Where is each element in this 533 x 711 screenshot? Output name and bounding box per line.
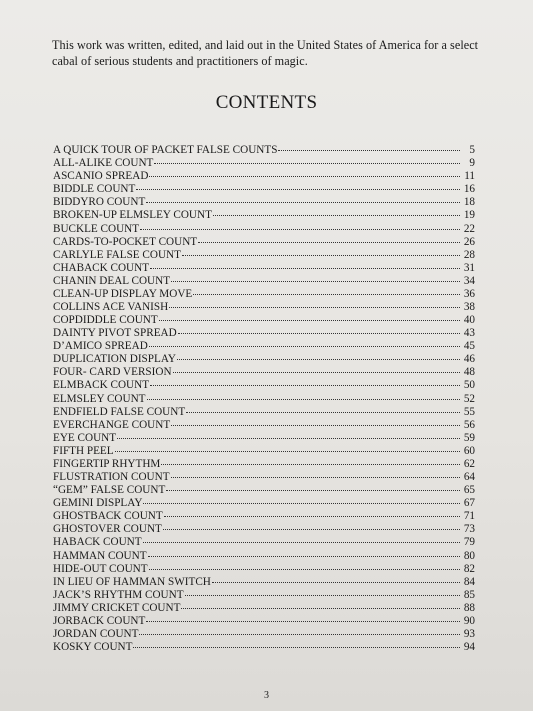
toc-entry-page: 52 <box>463 392 475 405</box>
toc-dot-leader <box>148 545 460 558</box>
toc-entry-title: GHOSTOVER COUNT <box>53 523 162 536</box>
toc-dot-leader <box>140 218 460 231</box>
toc-dot-leader <box>115 441 460 454</box>
toc-dot-leader <box>178 323 460 336</box>
toc-entry-title: ELMSLEY COUNT <box>53 392 146 405</box>
toc-entry-title: FLUSTRATION COUNT <box>53 471 170 484</box>
toc-entry-page: 16 <box>463 183 475 196</box>
toc-entry-page: 84 <box>463 575 475 588</box>
toc-entry-page: 79 <box>463 536 475 549</box>
toc-dot-leader <box>198 232 460 245</box>
toc-dot-leader <box>150 258 460 271</box>
toc-entry-page: 59 <box>463 431 475 444</box>
toc-dot-leader <box>149 559 460 572</box>
toc-entry-title: JIMMY CRICKET COUNT <box>53 601 181 614</box>
toc-entry-title: JORDAN COUNT <box>53 627 139 640</box>
toc-dot-leader <box>164 506 460 519</box>
toc-dot-leader <box>173 362 460 375</box>
toc-dot-leader <box>146 611 460 624</box>
toc-dot-leader <box>143 493 460 506</box>
toc-entry-title: BIDDYRO COUNT <box>53 196 146 209</box>
toc-entry <box>53 428 475 444</box>
toc-entry <box>53 454 475 470</box>
toc-entry-page: 18 <box>463 196 475 209</box>
toc-entry-page: 73 <box>463 523 475 536</box>
contents-heading: CONTENTS <box>215 92 318 113</box>
toc-entry-title: CHANIN DEAL COUNT <box>53 274 171 287</box>
toc-dot-leader <box>133 637 460 650</box>
toc-entry-page: 50 <box>463 379 475 392</box>
toc-dot-leader <box>171 415 460 428</box>
toc-dot-leader <box>181 598 460 611</box>
toc-dot-leader <box>143 532 460 545</box>
toc-entry-title: FIFTH PEEL <box>53 444 114 457</box>
toc-entry-page: 67 <box>463 497 475 510</box>
toc-entry-page: 94 <box>463 641 475 654</box>
toc-entry-title: GEMINI DISPLAY <box>53 497 143 510</box>
toc-entry-page: 90 <box>463 614 475 627</box>
toc-entry-page: 31 <box>463 261 475 274</box>
toc-entry-page: 85 <box>463 588 475 601</box>
toc-entry <box>53 140 475 157</box>
toc-entry-title: CARDS-TO-POCKET COUNT <box>53 235 198 248</box>
toc-entry-page: 9 <box>469 157 475 170</box>
toc-dot-leader <box>212 572 460 585</box>
toc-entry-title: CARLYLE FALSE COUNT <box>53 248 181 261</box>
toc-entry-title: KOSKY COUNT <box>53 641 133 654</box>
toc-entry-page: 19 <box>463 209 475 222</box>
toc-entry-page: 36 <box>463 287 475 300</box>
toc-entry-title: COLLINS ACE VANISH <box>53 301 169 314</box>
toc-dot-leader <box>193 284 460 297</box>
toc-entry-title: EVERCHANGE COUNT <box>53 418 171 431</box>
toc-entry-page: 71 <box>463 510 475 523</box>
toc-dot-leader <box>136 179 460 192</box>
toc-entry <box>53 441 475 457</box>
toc-entry-title: BROKEN-UP ELMSLEY COUNT <box>53 209 212 222</box>
toc-dot-leader <box>185 585 460 598</box>
toc-entry-page: 56 <box>463 418 475 431</box>
toc-entry-title: JACK’S RHYTHM COUNT <box>53 588 184 601</box>
toc-entry-page: 45 <box>463 340 475 353</box>
toc-entry-page: 22 <box>463 222 475 235</box>
toc-entry-title: GHOSTBACK COUNT <box>53 510 163 523</box>
toc-entry-title: ALL-ALIKE COUNT <box>53 157 154 170</box>
toc-entry-title: ENDFIELD FALSE COUNT <box>53 405 186 418</box>
toc-entry-title: BUCKLE COUNT <box>53 222 140 235</box>
toc-entry-title: CHABACK COUNT <box>53 261 150 274</box>
toc-dot-leader <box>146 192 460 205</box>
toc-entry-page: 82 <box>463 562 475 575</box>
toc-entry-page: 62 <box>463 457 475 470</box>
toc-entry-page: 40 <box>463 314 475 327</box>
toc-entry-title: A QUICK TOUR OF PACKET FALSE COUNTS <box>53 144 278 157</box>
toc-dot-leader <box>117 428 460 441</box>
toc-dot-leader <box>166 480 460 493</box>
toc-entry-title: “GEM” FALSE COUNT <box>53 484 166 497</box>
toc-entry-page: 60 <box>463 444 475 457</box>
toc-entry-title: FOUR- CARD VERSION <box>53 366 172 379</box>
toc-dot-leader <box>186 402 460 415</box>
toc-entry-title: FINGERTIP RHYTHM <box>53 457 161 470</box>
toc-entry-title: DAINTY PIVOT SPREAD <box>53 327 177 340</box>
toc-entry-page: 65 <box>463 484 475 497</box>
toc-entry-title: ELMBACK COUNT <box>53 379 150 392</box>
toc-entry-title: COPDIDDLE COUNT <box>53 314 158 327</box>
toc-dot-leader <box>171 271 460 284</box>
toc-dot-leader <box>154 153 460 166</box>
toc-dot-leader <box>161 454 460 467</box>
toc-entry-page: 64 <box>463 471 475 484</box>
toc-dot-leader <box>182 245 460 258</box>
toc-entry-title: HIDE-OUT COUNT <box>53 562 148 575</box>
toc-dot-leader <box>213 205 460 218</box>
toc-dot-leader <box>177 349 460 362</box>
toc-dot-leader <box>149 336 460 349</box>
toc-entry-page: 26 <box>463 235 475 248</box>
toc-entry-page: 11 <box>464 170 475 183</box>
toc-entry-page: 55 <box>463 405 475 418</box>
toc-dot-leader <box>163 519 460 532</box>
toc-entry-title: EYE COUNT <box>53 431 117 444</box>
toc-entry-page: 88 <box>463 601 475 614</box>
toc-entry-title: D’AMICO SPREAD <box>53 340 148 353</box>
toc-entry-title: ASCANIO SPREAD <box>53 170 149 183</box>
toc-dot-leader <box>169 297 460 310</box>
toc-entry-title: IN LIEU OF HAMMAN SWITCH <box>53 575 211 588</box>
toc-entry-title: DUPLICATION DISPLAY <box>53 353 176 366</box>
toc-dot-leader <box>159 310 460 323</box>
toc-entry-page: 38 <box>463 301 475 314</box>
toc-dot-leader <box>171 467 460 480</box>
toc-dot-leader <box>150 375 460 388</box>
toc-dot-leader <box>278 140 460 153</box>
toc-entry-page: 80 <box>463 549 475 562</box>
page-number: 3 <box>264 690 269 701</box>
toc-dot-leader <box>149 166 460 179</box>
toc-entry-title: JORBACK COUNT <box>53 614 146 627</box>
toc-entry-page: 28 <box>463 248 475 261</box>
toc-entry-title: HAMMAN COUNT <box>53 549 147 562</box>
toc-dot-leader <box>147 388 461 401</box>
toc-entry-page: 5 <box>469 144 475 157</box>
toc-entry-page: 43 <box>463 327 475 340</box>
toc-entry-page: 46 <box>463 353 475 366</box>
toc-entry-page: 48 <box>463 366 475 379</box>
toc-entry-title: BIDDLE COUNT <box>53 183 136 196</box>
toc-entry-title: HABACK COUNT <box>53 536 142 549</box>
table-of-contents <box>53 140 475 654</box>
toc-entry-page: 93 <box>463 627 475 640</box>
toc-dot-leader <box>139 624 460 637</box>
toc-entry-page: 34 <box>463 274 475 287</box>
intro-paragraph: This work was written, edited, and laid out in the United States of America for a select cabal of serious students and practitioners of magic. <box>52 38 479 68</box>
toc-entry-title: CLEAN-UP DISPLAY MOVE <box>53 287 193 300</box>
